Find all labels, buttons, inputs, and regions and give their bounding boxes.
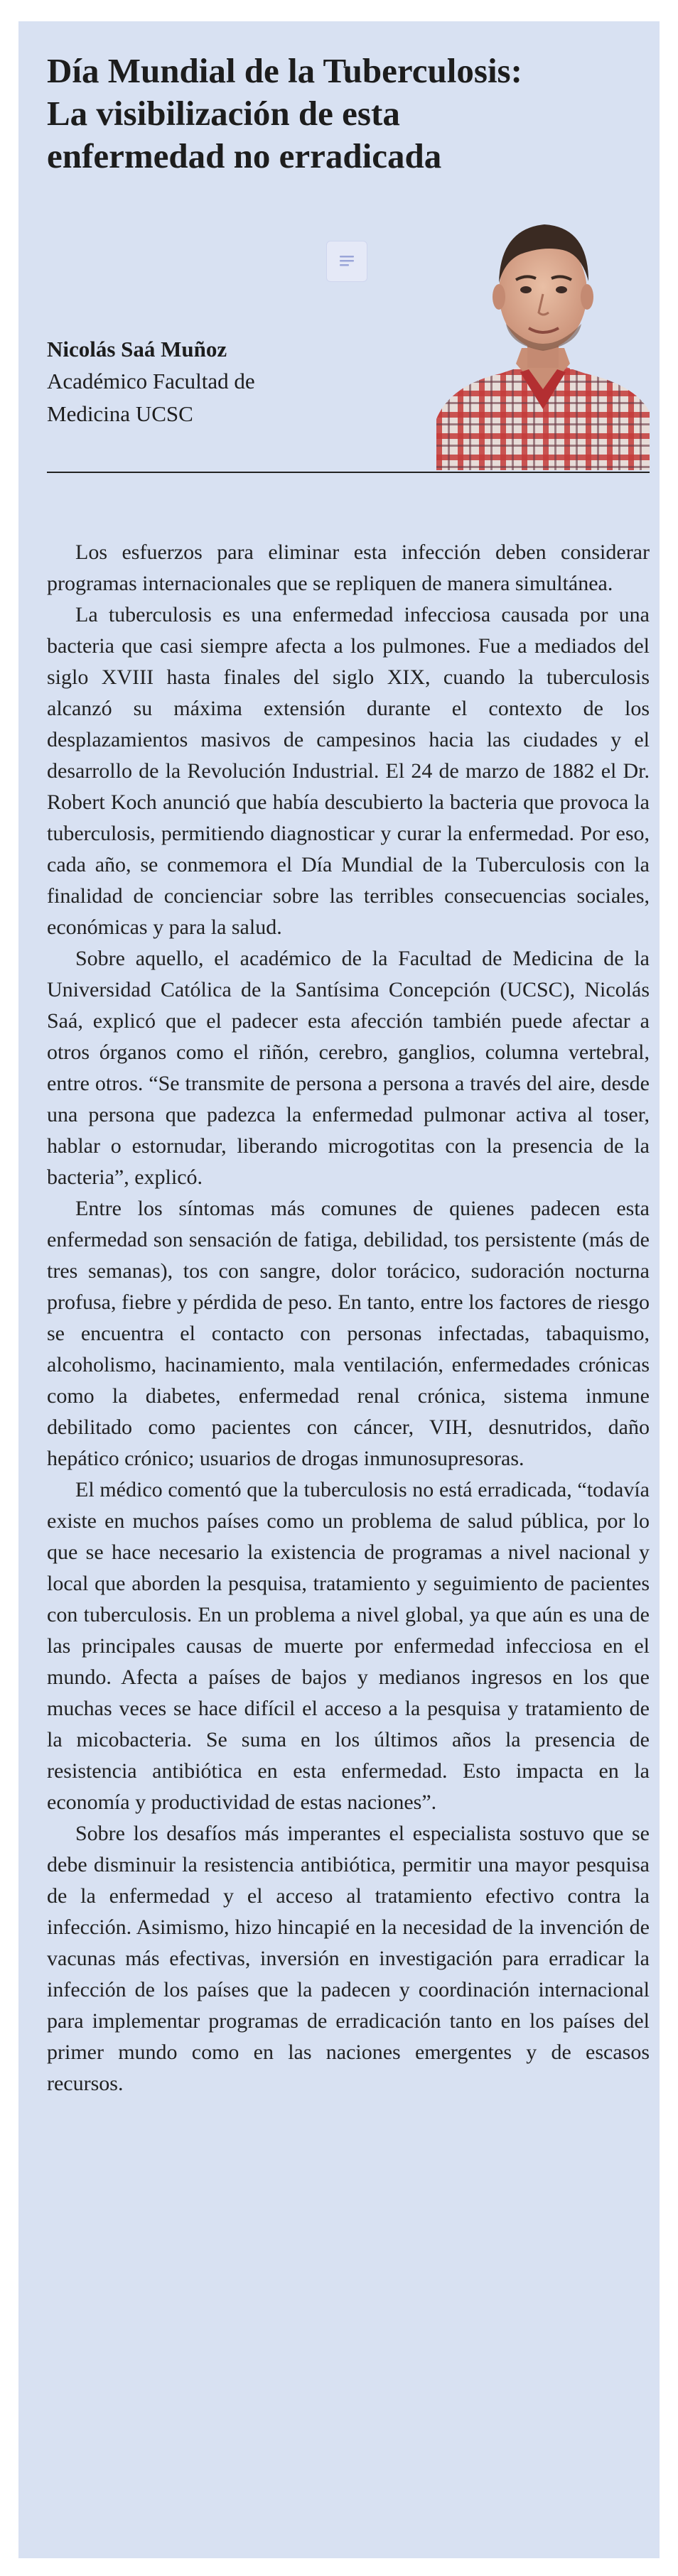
author-name: Nicolás Saá Muñoz: [47, 337, 227, 362]
article-panel: [18, 21, 660, 2558]
article-paragraph: La tuberculosis es una enfermedad infecciosa causada por una bacteria que casi siempre afecta a los pulmones. Fue a mediados del siglo XVIII hasta finales del siglo XIX, cuando la tuberculosis alcanzó su máxima extensión durante el contexto de los desplazamientos masivos de campesinos hacia las ciudades y el desarrollo de la Revolución Industrial. El 24 de marzo de 1882 el Dr. Robert Koch anunció que había descubierto la bacteria que provoca la tuberculosis, permitiendo diagnosticar y curar la enfermedad. Por eso, cada año, se conmemora el Día Mundial de la Tuberculosis con la finalidad de concienciar sobre las terribles consecuencias sociales, económicas y para la salud.: [47, 603, 650, 939]
article-paragraph: El médico comentó que la tuberculosis no está erradicada, “todavía existe en muchos países como un problema de salud pública, por lo que se hace necesario la existencia de programas a nivel nacional y local que aborden la pesquisa, tratamiento y seguimiento de pacientes con tuberculosis. En un problema a nivel global, ya que aún es una de las principales causas de muerte por enfermedad infecciosa en el mundo. Afecta a países de bajos y medianos ingresos en los que muchas veces se hace difícil el acceso a la pesquisa y tratamiento de la micobacteria. Se suma en los últimos años la presencia de resistencia antibiótica en esta enfermedad. Esto impacta en la economía y productividad de estas naciones”.: [47, 1478, 650, 1814]
author-role-line: Académico Facultad de: [47, 369, 255, 393]
author-portrait: [436, 199, 650, 470]
headline-line: La visibilización de esta: [47, 94, 400, 133]
headline-line: Día Mundial de la Tuberculosis:: [47, 51, 522, 90]
article-paragraph: Los esfuerzos para eliminar esta infección deben considerar programas internacionales que se repliquen de manera simultánea.: [47, 540, 650, 595]
headline: [47, 50, 644, 178]
article-paragraph: Sobre aquello, el académico de la Facultad de Medicina de la Universidad Católica de la Santísima Concepción (UCSC), Nicolás Saá, explicó que el padecer esta afección también puede afectar a otros órganos como el riñón, cerebro, ganglios, columna vertebral, entre otros. “Se transmite de persona a persona a través del aire, desde una persona que padezca la enfermedad pulmonar activa al toser, hablar o estornudar, liberando microgotitas con la presencia de la bacteria”, explicó.: [47, 947, 650, 1189]
author-byline: [47, 334, 345, 430]
article-body: [47, 537, 650, 2099]
header-divider: [47, 472, 650, 473]
text-lines-icon: [327, 241, 367, 281]
article-paragraph: Sobre los desafíos más imperantes el especialista sostuvo que se debe disminuir la resistencia antibiótica, permitir una mayor pesquisa de la enfermedad y el acceso al tratamiento efectivo contra la infección. Asimismo, hizo hincapié en la necesidad de la invención de vacunas más efectivas, inversión en investigación para erradicar la infección de los países que la padecen y coordinación internacional para implementar programas de erradicación tanto en los países del primer mundo como en las naciones emergentes y de escasos recursos.: [47, 1822, 650, 2095]
author-role-line: Medicina UCSC: [47, 401, 193, 426]
article-paragraph: Entre los síntomas más comunes de quienes padecen esta enfermedad son sensación de fatiga, debilidad, tos persistente (más de tres semanas), tos con sangre, dolor torácico, sudoración nocturna profusa, fiebre y pérdida de peso. En tanto, entre los factores de riesgo se encuentra el contacto con personas infectadas, tabaquismo, alcoholismo, hacinamiento, mala ventilación, enfermedades crónicas como la diabetes, enfermedad renal crónica, sistema inmune debilitado como pacientes con cáncer, VIH, desnutridos, daño hepático crónico; usuarios de drogas inmunosupresoras.: [47, 1197, 650, 1470]
headline-line: enfermedad no erradicada: [47, 136, 442, 175]
